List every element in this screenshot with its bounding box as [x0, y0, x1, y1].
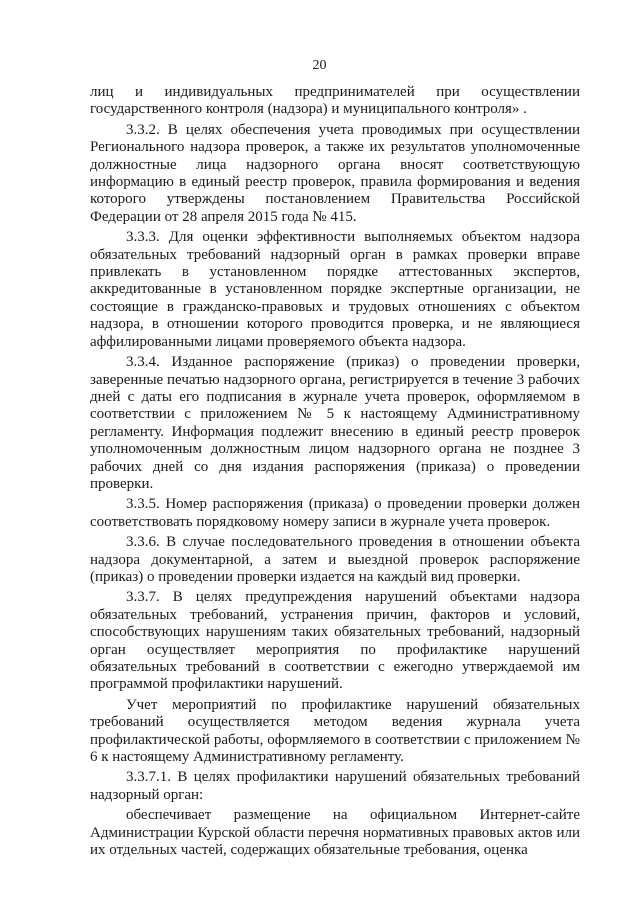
paragraph: лиц и индивидуальных предпринимателей при осуществлении государственного контроля (надзора) и муниципального контроля» .	[90, 84, 580, 118]
paragraph: 3.3.7.1. В целях профилактики нарушений обязательных требований надзорный орган:	[90, 769, 580, 803]
paragraph: 3.3.3. Для оценки эффективности выполняемых объектом надзора обязательных требований надзорный орган в рамках проверки вправе привлекать в установленном порядке аттестованных экспертов, аккредитованные в установленном порядке экспертные организации, не состоящие в гражданско-правовых и трудовых отношениях с объектом надзора, в отношении которого проводится проверка, и не являющиеся аффилированными лицами проверяемого объекта надзора.	[90, 229, 580, 350]
paragraph: 3.3.4. Изданное распоряжение (приказ) о проведении проверки, заверенные печатью надзорного органа, регистрируется в течение 3 рабочих дней с даты его подписания в журнале учета проверок, оформляемом в соответствии с приложением № 5 к настоящему Административному регламенту. Информация подлежит внесению в единый реестр проверок уполномоченным должностным лицом надзорного органа не позднее 3 рабочих дней со дня издания распоряжения (приказа) о проведении проверки.	[90, 354, 580, 492]
page-number: 20	[312, 58, 327, 73]
paragraph: 3.3.5. Номер распоряжения (приказа) о проведении проверки должен соответствовать порядковому номеру записи в журнале учета проверок.	[90, 496, 580, 530]
paragraph: обеспечивает размещение на официальном Интернет-сайте Администрации Курской области перечня нормативных правовых актов или их отдельных частей, содержащих обязательные требования, оценка	[90, 807, 580, 859]
paragraph: 3.3.7. В целях предупреждения нарушений объектами надзора обязательных требований, устранения причин, факторов и условий, способствующих нарушениям таких обязательных требований, надзорный орган осуществляет мероприятия по профилактике нарушений обязательных требований в соответствии с ежегодно утверждаемой им программой профилактики нарушений.	[90, 589, 580, 693]
paragraph: 3.3.6. В случае последовательного проведения в отношении объекта надзора документарной, а затем и выездной проверок распоряжение (приказ) о проведении проверки издается на каждый вид проверки.	[90, 534, 580, 585]
paragraph: 3.3.2. В целях обеспечения учета проводимых при осуществлении Регионального надзора проверок, а также их результатов уполномоченные должностные лица надзорного органа вносят соответствующую информацию в единый реестр проверок, правила формирования и ведения которого утверждены постановлением Правительства Российской Федерации от 28 апреля 2015 года № 415.	[90, 121, 580, 225]
paragraph: Учет мероприятий по профилактике нарушений обязательных требований осуществляется методом ведения журнала учета профилактической работы, оформляемого в соответствии с приложением № 6 к настоящему Административному регламенту.	[90, 696, 580, 766]
document-body	[90, 84, 580, 859]
